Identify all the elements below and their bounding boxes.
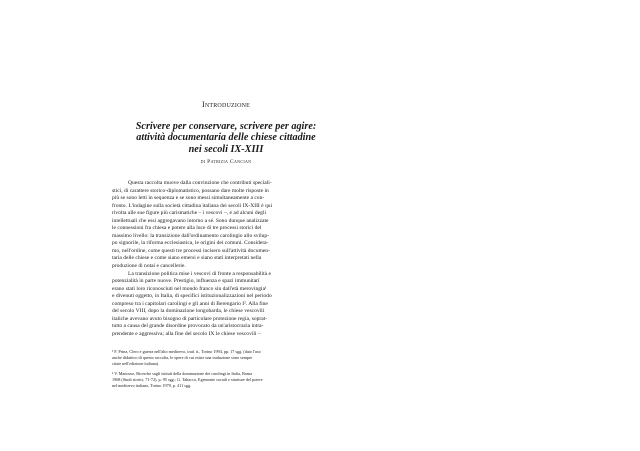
footnote-line: nel medioevo italiano, Torino 1979, p. 411 sgg. — [112, 383, 192, 388]
body-line: prendente e aggressiva; alla fine del secolo IX le chiese vescovili – — [112, 330, 261, 337]
footnote-line: ¹ F. Prinz, Clero e guerra nell'alto medioevo, trad. it., Torino 1994, pp. 17 sgg. (dato l'uso — [112, 349, 261, 354]
body-line: le connessioni fra chiesa e potere alla luce di tre processi storici del — [112, 225, 262, 232]
body-line: La transizione politica mise i vescovi di fronte a responsabilità e — [128, 270, 271, 277]
footnote-line: citate nell'edizione italiana). — [112, 361, 160, 366]
body-line: del secolo VIII, dopo la dominazione longobarda, le chiese vescovili — [112, 308, 265, 315]
chapter-title-line: nei secoli IX-XIII — [188, 143, 264, 155]
body-line: po signorile, la riforma ecclesiastica, le origini dei comuni. Considera- — [112, 240, 269, 247]
body-line: massimo livello: la transizione dall'ordinamento carolingio allo svilup- — [112, 232, 270, 239]
document-page — [112, 0, 340, 451]
chapter-title — [112, 121, 340, 155]
chapter-title-line: attività documentaria delle chiese cittadine — [136, 132, 316, 144]
chapter-title-line: Scrivere per conservare, scrivere per agire: — [135, 121, 317, 132]
footnote — [112, 371, 340, 389]
body-line: intellettuali che essi aggregavano intorno a sé. Sono dunque analizzate — [112, 217, 269, 224]
body-line: compreso tra i capitolari carolingi e gli anni di Berengario I². Alla fine — [112, 300, 268, 307]
body-line: mo, nell'ordine, come questi tre processi incisero sull'attività documen- — [112, 247, 270, 254]
footnote — [112, 349, 340, 367]
footnote-line: 1968 (Studi storici, 71-72), p. 95 sgg.; G. Tabacco, Egemonie sociali e strutture del potere — [112, 377, 263, 382]
body-line: stici, di carattere storico-diplomatistico, possano dare molte risposte in — [112, 187, 269, 194]
body-line: produzione di notai e cancellerie. — [112, 263, 186, 270]
footnotes — [112, 349, 340, 389]
footnote-line: ² V. Mancuso, Ricerche sugli istituti della dominazione dei carolingi in Italia, Roma — [112, 371, 253, 376]
body-line: fronto. L'indagine sulla società cittadina italiana dei secoli IX-XIII è qui — [112, 202, 273, 209]
body-line: potenzialità in parte nuove. Prestigio, influenza e spazi immunitari — [112, 278, 260, 285]
body-line: Questa raccolta muove dalla convinzione che contributi speciali- — [128, 180, 272, 186]
body-line: rivolta alle sue figure più carismatiche – i vescovi –, e ad alcuni degli — [112, 210, 267, 217]
section-title: Introduzione — [201, 100, 251, 109]
body-line: tutto a causa del grande disordine provocato da un'aristocrazia intra- — [112, 323, 264, 330]
author-byline: di Patrizia Cancian — [200, 159, 252, 165]
body-text — [112, 180, 340, 338]
body-line: italiche avevano avuto bisogno di particolare protezione regia, soprat- — [112, 315, 268, 322]
body-line: e divenuti oggetto, in Italia, di specifici istituzionalizzazioni nel periodo — [112, 293, 272, 300]
body-line: più se sono letti in sequenza e se sono messi simultaneamente a con- — [112, 195, 265, 202]
body-line: erano stati loro riconosciuti nel mondo franco sin dall'età merovingia¹ — [112, 285, 267, 292]
body-line: taria delle chiese e come siano emersi e siano stati interpretati nella — [112, 255, 262, 262]
footnote-line: anche didattico di questo raccolta, le opere di cui esiste una traduzione sono sempre — [112, 355, 253, 360]
